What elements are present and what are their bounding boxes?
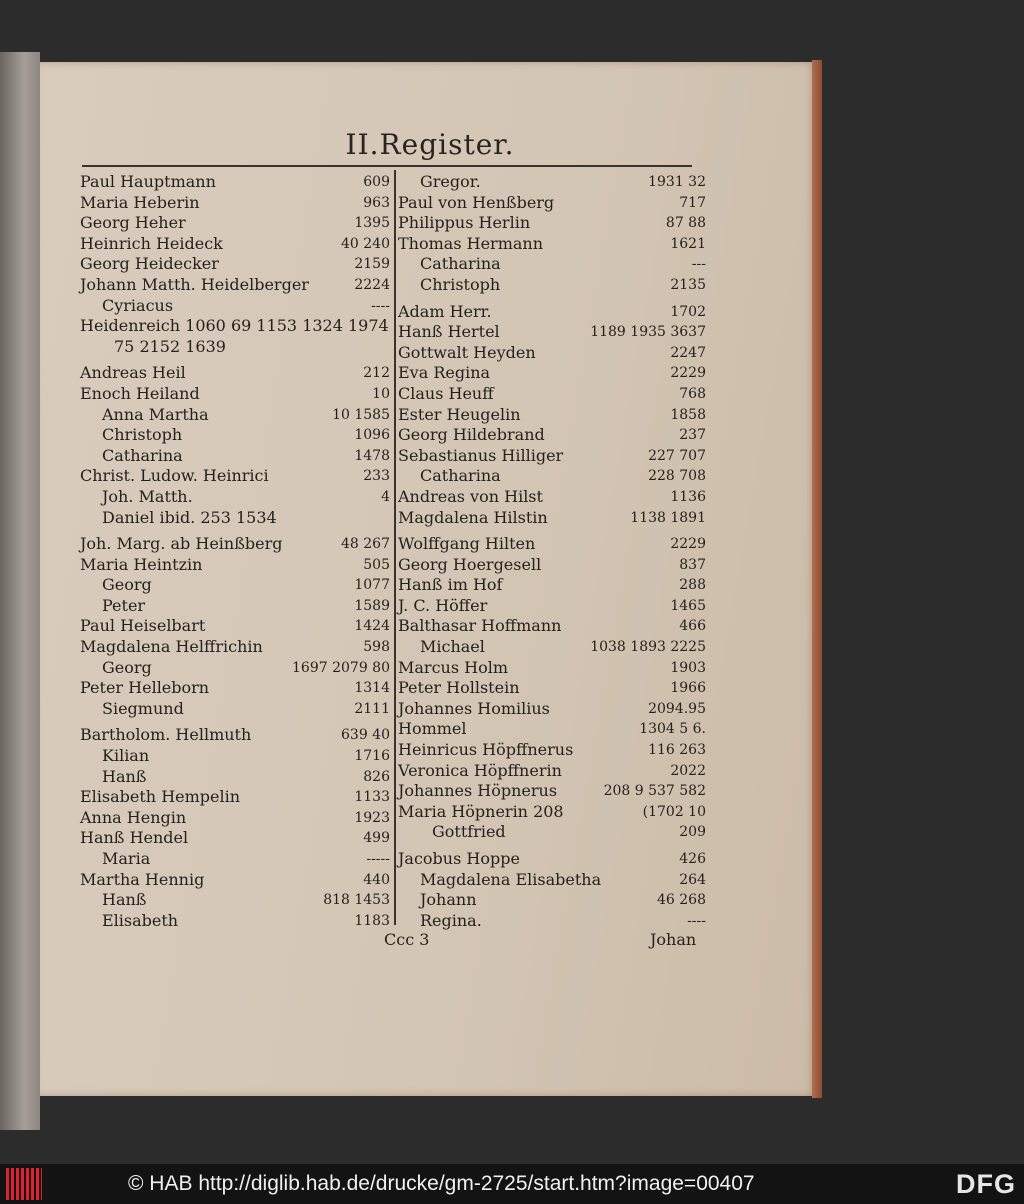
register-entry: [80, 616, 390, 637]
entry-page-number: 48 267: [341, 536, 390, 553]
entry-name: Anna Martha: [102, 404, 209, 424]
entry-name: Regina.: [420, 910, 482, 930]
entry-page-number: 10: [372, 385, 390, 402]
register-entry: [80, 316, 390, 337]
entry-name: Georg: [102, 575, 152, 595]
entry-page-number: 963: [363, 194, 390, 211]
entry-name: Hommel: [398, 719, 467, 739]
entry-page-number: 1395: [354, 215, 390, 232]
entry-name: Gregor.: [420, 172, 481, 191]
entry-page-number: 440: [363, 871, 390, 888]
register-entry: [80, 808, 390, 829]
dfg-logo: DFG: [956, 1169, 1016, 1199]
register-entry: [80, 487, 390, 508]
register-entry: [80, 466, 390, 487]
entry-name: Hanß Hendel: [80, 828, 189, 848]
entry-name: Wolffgang Hilten: [398, 534, 536, 554]
register-entry: [398, 575, 706, 596]
register-entry: [80, 870, 390, 891]
register-entry: [80, 508, 390, 529]
entry-name: Joh. Matth.: [102, 486, 193, 506]
entry-page-number: -----: [366, 851, 390, 867]
register-entry: [80, 575, 390, 596]
entry-name: Christoph: [420, 274, 501, 294]
entry-name: Peter Helleborn: [80, 678, 210, 698]
register-entry: [80, 405, 390, 426]
entry-page-number: 1589: [354, 597, 390, 614]
register-entry: [398, 802, 706, 823]
entry-page-number: 2094.95: [648, 700, 706, 717]
register-entry: [80, 658, 390, 679]
footer-credit[interactable]: © HAB http://diglib.hab.de/drucke/gm-2725/start.htm?image=00407: [128, 1172, 755, 1195]
entry-page-number: 1697 2079 80: [292, 659, 390, 676]
entry-name: Sebastianus Hilliger: [398, 445, 564, 465]
entry-name: Hanß: [102, 890, 147, 910]
entry-name: Philippus Herlin: [398, 213, 531, 233]
register-entry: [398, 275, 706, 296]
entry-name: Jacobus Hoppe: [398, 849, 520, 868]
entry-name: Johann Matth. Heidelberger: [80, 274, 309, 294]
register-entry: [398, 637, 706, 658]
register-entry: [398, 870, 706, 891]
heading-rule: [82, 165, 692, 167]
entry-page-number: 10 1585: [332, 406, 390, 423]
entry-page-number: 1465: [670, 597, 706, 614]
entry-page-number: 1183: [354, 912, 390, 929]
entry-page-number: 2224: [354, 276, 390, 293]
register-entry: [398, 213, 706, 234]
register-entry: [80, 254, 390, 275]
entry-page-number: 2111: [354, 700, 390, 717]
entry-page-number: 837: [679, 556, 706, 573]
entry-name: Peter: [102, 595, 146, 615]
entry-name: Heinricus Höpffnerus: [398, 740, 574, 760]
catchword: Johan: [650, 930, 697, 949]
entry-name: Magdalena Elisabetha: [420, 869, 602, 889]
entry-page-number: 4: [381, 488, 390, 505]
entry-page-number: ----: [687, 912, 706, 929]
entry-name: Elisabeth: [102, 910, 179, 930]
entry-page-number: 288: [679, 577, 706, 594]
entry-page-number: 2159: [354, 256, 390, 273]
register-entry: [80, 275, 390, 296]
entry-page-number: 2247: [670, 344, 706, 361]
entry-name: Maria Heberin: [80, 192, 200, 212]
register-entry: [80, 746, 390, 767]
entry-name: Veronica Höpffnerin: [398, 760, 562, 780]
entry-page-number: 46 268: [657, 892, 706, 909]
entry-page-number: 208 9 537 582: [603, 783, 706, 800]
register-entry: [80, 425, 390, 446]
register-entry: [80, 637, 390, 658]
register-entry: [398, 890, 706, 911]
entry-page-number: 1716: [354, 748, 390, 765]
entry-page-number: 1478: [354, 447, 390, 464]
entry-page-number: 1096: [354, 427, 390, 444]
entry-page-number: 237: [679, 427, 706, 444]
entry-name: Johann: [420, 890, 477, 910]
entry-page-number: 212: [363, 365, 390, 382]
entry-name: Maria Höpnerin 208: [398, 801, 564, 821]
entry-name: Magdalena Hilstin: [398, 507, 548, 527]
entry-page-number: 2135: [670, 276, 706, 293]
entry-page-number: 2022: [670, 762, 706, 779]
register-entry: [398, 172, 706, 193]
entry-name: Andreas Heil: [80, 363, 186, 383]
entry-name: Catharina: [102, 445, 183, 465]
entry-page-number: 1314: [354, 680, 390, 697]
register-entry: [398, 302, 706, 323]
entry-page-number: 1903: [670, 659, 706, 676]
entry-name: Maria: [102, 849, 151, 868]
register-entry: [398, 363, 706, 384]
entry-name: Johannes Homilius: [398, 698, 550, 718]
entry-name: Christ. Ludow. Heinrici: [80, 466, 269, 486]
entry-name: Gottwalt Heyden: [398, 342, 536, 362]
register-entry: [398, 384, 706, 405]
entry-page-number: 233: [363, 468, 390, 485]
register-entry: [80, 363, 390, 384]
entry-name: Cyriacus: [102, 295, 174, 315]
entry-page-number: 1424: [354, 618, 390, 635]
register-entry: [80, 911, 390, 932]
entry-name: Anna Hengin: [80, 807, 187, 827]
entry-name: Balthasar Hoffmann: [398, 616, 562, 636]
entry-page-number: 1136: [670, 488, 706, 505]
entry-page-number: 1138 1891: [630, 509, 706, 526]
entry-page-number: 1931 32: [648, 174, 706, 190]
entry-name: Adam Herr.: [398, 301, 492, 321]
entry-name: Michael: [420, 637, 485, 657]
register-entry: [398, 719, 706, 740]
register-entry: [398, 405, 706, 426]
register-entry: [398, 446, 706, 467]
register-entry: [398, 699, 706, 720]
register-entry: [398, 849, 706, 870]
entry-name: Catharina: [420, 254, 501, 274]
register-entry: [398, 234, 706, 255]
register-entry: [80, 193, 390, 214]
register-entry: [80, 446, 390, 467]
entry-page-number: 499: [363, 830, 390, 847]
entry-name: Hanß: [102, 766, 147, 786]
register-entry: [80, 725, 390, 746]
entry-page-number: 40 240: [341, 235, 390, 252]
entry-page-number: 1077: [354, 577, 390, 594]
page-edge: [812, 60, 822, 1098]
entry-page-number: 2229: [670, 536, 706, 553]
register-entry: [398, 487, 706, 508]
register-entry: [80, 767, 390, 788]
entry-page-number: ---: [691, 256, 706, 273]
entry-name: Andreas von Hilst: [398, 486, 543, 506]
entry-page-number: 1304 5 6.: [639, 721, 706, 738]
register-entry: [80, 555, 390, 576]
entry-page-number: 1858: [670, 406, 706, 423]
entry-name: Johannes Höpnerus: [398, 781, 558, 801]
entry-name: Claus Heuff: [398, 383, 494, 403]
entry-page-number: 826: [363, 768, 390, 785]
entry-name: Daniel ibid. 253 1534: [102, 507, 277, 527]
register-column-right: [398, 172, 706, 931]
entry-name: Heidenreich 1060 69 1153 1324 1974: [80, 316, 389, 336]
entry-page-number: 227 707: [648, 447, 706, 464]
entry-name: Hanß im Hof: [398, 575, 503, 595]
entry-name: Maria Heintzin: [80, 554, 203, 574]
register-entry: [398, 911, 706, 932]
entry-page-number: 228 708: [648, 468, 706, 485]
register-entry: [80, 849, 390, 870]
register-entry: [80, 337, 390, 358]
register-entry: [80, 828, 390, 849]
register-entry: [398, 466, 706, 487]
register-entry: [398, 822, 706, 843]
entry-name: Ester Heugelin: [398, 404, 521, 424]
register-entry: [398, 425, 706, 446]
entry-page-number: 1923: [354, 809, 390, 826]
viewer-footer: [0, 1164, 1024, 1204]
register-entry: [398, 678, 706, 699]
entry-name: Kilian: [102, 746, 150, 766]
entry-name: Georg Hildebrand: [398, 425, 545, 445]
entry-page-number: 1621: [670, 235, 706, 252]
register-entry: [80, 787, 390, 808]
entry-name: Paul Heiselbart: [80, 616, 206, 636]
entry-page-number: 2229: [670, 365, 706, 382]
register-entry: [398, 508, 706, 529]
register-entry: [80, 213, 390, 234]
entry-page-number: ----: [371, 297, 390, 314]
entry-name: Georg: [102, 657, 152, 677]
signature-mark: Ccc 3: [384, 930, 430, 949]
entry-name: Catharina: [420, 466, 501, 486]
register-entry: [398, 596, 706, 617]
entry-page-number: 1133: [354, 789, 390, 806]
entry-page-number: 87 88: [665, 215, 706, 232]
entry-name: Elisabeth Hempelin: [80, 787, 241, 807]
register-entry: [80, 384, 390, 405]
register-entry: [80, 678, 390, 699]
entry-page-number: 1038 1893 2225: [590, 639, 706, 656]
entry-name: Peter Hollstein: [398, 678, 520, 698]
entry-page-number: (1702 10: [642, 803, 706, 820]
register-entry: [398, 658, 706, 679]
entry-name: Georg Heidecker: [80, 254, 219, 274]
entry-name: Joh. Marg. ab Heinßberg: [80, 534, 283, 554]
register-entry: [398, 555, 706, 576]
entry-name: Paul Hauptmann: [80, 172, 216, 191]
entry-name: Thomas Hermann: [398, 233, 544, 253]
register-entry: [398, 781, 706, 802]
entry-page-number: 505: [363, 556, 390, 573]
entry-page-number: 466: [679, 618, 706, 635]
entry-name: Siegmund: [102, 698, 184, 718]
entry-page-number: 209: [679, 824, 706, 841]
entry-name: Eva Regina: [398, 363, 491, 383]
entry-page-number: 818 1453: [323, 892, 390, 909]
entry-name: Martha Hennig: [80, 869, 205, 889]
register-column-left: [80, 172, 390, 931]
entry-page-number: 264: [679, 871, 706, 888]
barcode-icon: [6, 1168, 42, 1200]
entry-name: Georg Hoergesell: [398, 554, 542, 574]
entry-page-number: 1702: [670, 303, 706, 320]
entry-page-number: 1189 1935 3637: [590, 324, 706, 341]
register-entry: [398, 616, 706, 637]
register-entry: [80, 234, 390, 255]
entry-name: Marcus Holm: [398, 657, 509, 677]
entry-name: Hanß Hertel: [398, 322, 500, 342]
entry-name: Magdalena Helffrichin: [80, 637, 263, 657]
register-entry: [398, 254, 706, 275]
entry-page-number: 717: [679, 194, 706, 211]
entry-page-number: 116 263: [648, 742, 706, 759]
register-entry: [80, 534, 390, 555]
register-entry: [80, 699, 390, 720]
left-page-edge: [0, 52, 40, 1130]
register-entry: [398, 740, 706, 761]
entry-name: Heinrich Heideck: [80, 233, 223, 253]
entry-page-number: 768: [679, 385, 706, 402]
register-entry: [398, 193, 706, 214]
entry-page-number: 1966: [670, 680, 706, 697]
entry-page-number: 639 40: [341, 727, 390, 744]
register-entry: [80, 296, 390, 317]
page-heading: II.Register.: [345, 128, 515, 161]
register-entry: [398, 534, 706, 555]
entry-name: Christoph: [102, 425, 183, 445]
entry-page-number: 426: [679, 851, 706, 867]
column-divider: [394, 170, 396, 925]
entry-name: Enoch Heiland: [80, 383, 200, 403]
entry-page-number: 609: [363, 174, 390, 190]
register-entry: [398, 343, 706, 364]
register-entry: [80, 172, 390, 193]
register-entry: [398, 322, 706, 343]
entry-name: Paul von Henßberg: [398, 192, 555, 212]
entry-name: J. C. Höffer: [398, 595, 488, 615]
entry-page-number: 598: [363, 639, 390, 656]
entry-name: Georg Heher: [80, 213, 186, 233]
entry-name: Gottfried: [432, 822, 506, 842]
entry-name: Bartholom. Hellmuth: [80, 725, 252, 745]
register-entry: [398, 761, 706, 782]
register-entry: [80, 596, 390, 617]
entry-name: 75 2152 1639: [114, 336, 226, 356]
register-entry: [80, 890, 390, 911]
